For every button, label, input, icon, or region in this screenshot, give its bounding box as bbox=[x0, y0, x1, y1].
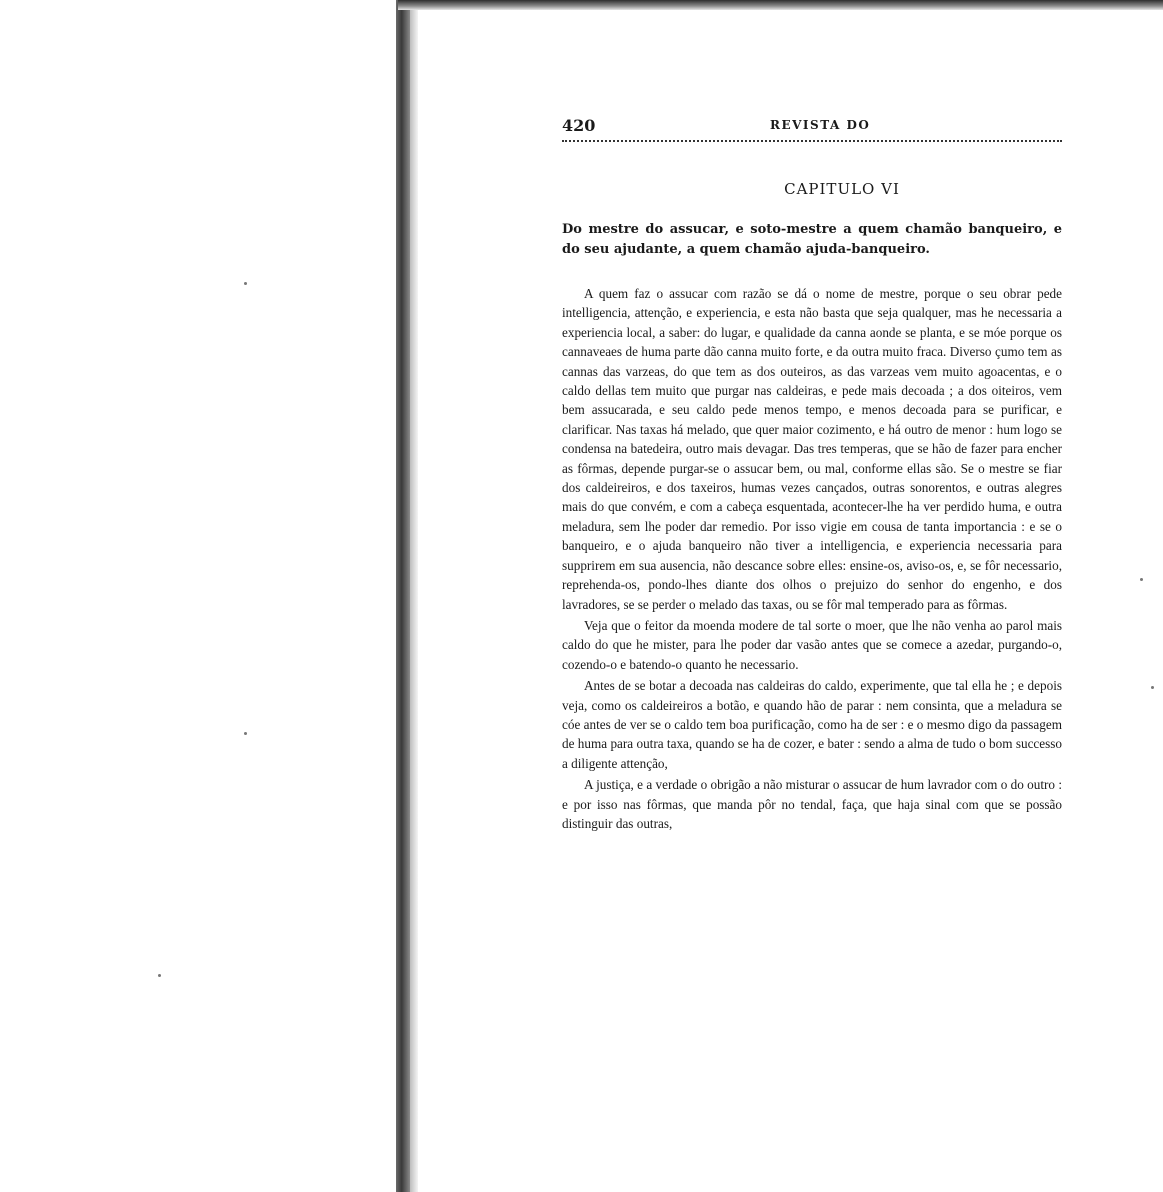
scan-speck bbox=[1151, 686, 1154, 689]
paragraph: A justiça, e a verdade o obrigão a não misturar o assucar de hum lavrador com o do outro : e por isso nas fôrmas, que manda pôr no tendal, faça, que haja sinal com que se possão distinguir das outras, bbox=[562, 777, 1062, 831]
page-top-edge bbox=[398, 0, 1163, 10]
body-text bbox=[562, 284, 1062, 833]
running-title: REVISTA DO bbox=[770, 118, 871, 132]
book-binding-shadow bbox=[396, 0, 410, 1192]
facing-page-margin bbox=[0, 0, 396, 1192]
header-rule bbox=[562, 138, 1062, 142]
book-page bbox=[562, 110, 1062, 833]
paragraph: Antes de se botar a decoada nas caldeiras do caldo, experimente, que tal ella he ; e depois veja, como os caldeireiros a botão, e quando hão de parar : nem consinta, que a meladura se cóe antes de ver se o caldo tem boa purificação, como ha de ser : e o mesmo digo da passagem de huma para outra taxa, quando se ha de cozer, e bater : sendo a alma de tudo o bom successo a diligente attenção, bbox=[562, 678, 1062, 771]
chapter-title: CAPITULO VI bbox=[784, 180, 900, 198]
page-number: 420 bbox=[562, 116, 596, 135]
scan-speck bbox=[158, 974, 161, 977]
paragraph: Veja que o feitor da moenda modere de tal sorte o moer, que lhe não venha ao parol mais caldo do que he mister, para lhe poder dar vasão antes que se comece a azedar, purgando-o, cozendo-o e batendo-o quanto he necessario. bbox=[562, 617, 1062, 672]
page-gutter bbox=[410, 0, 418, 1192]
scan-speck bbox=[1140, 578, 1143, 581]
chapter-subtitle: Do mestre do assucar, e soto-mestre a quem chamão banqueiro, e do seu ajudante, a quem chamão ajuda-banqueiro. bbox=[562, 222, 1062, 257]
running-head bbox=[562, 110, 1062, 136]
paragraph: A quem faz o assucar com razão se dá o nome de mestre, porque o seu obrar pede intelligencia, attenção, e experiencia, e esta não basta que seja qualquer, mas he necessaria a experiencia local, a saber: do lugar, e qualidade da canna aonde se planta, e se móe porque os cannaveaes de huma parte dão canna muito forte, e da outra muito fraca. Diverso çumo tem as cannas das varzeas, do que tem as dos outeiros, as das varzeas vem muito agoacentas, e o caldo dellas tem muito que purgar nas caldeiras, e pede mais decoada ; a dos oiteiros, vem bem assucarada, e seu caldo pede menos tempo, e menos decoada para se purificar, e clarificar. Nas taxas há melado, que quer maior cozimento, e há outro de menor : hum logo se condensa na batedeira, outro mais devagar. Das tres temperas, que se hão de fazer para encher as fôrmas, depende purgar-se o assucar bem, ou mal, conforme ellas são. Se o mestre se fiar dos caldeireiros, e dos taxeiros, humas vezes cançados, outras sonorentos, e outras alegres mais do que convém, e com a cabeça esquentada, acontecer-lhe ha ver perdido huma, e outra meladura, sem lhe poder dar remedio. Por isso vigie em cousa de tanta importancia : e se o banqueiro, e o ajuda banqueiro não tiver a intelligencia, e experiencia necessaria para supprirem em sua ausencia, não descance sobre elles: ensine-os, aviso-os, e, se fôr necessario, reprehenda-os, pondo-lhes diante dos olhos o prejuizo do senhor do engenho, e dos lavradores, se se perder o melado das taxas, ou se fôr mal temperado para as fôrmas. bbox=[562, 286, 1062, 612]
scan-speck bbox=[244, 732, 247, 735]
scan-speck bbox=[244, 282, 247, 285]
